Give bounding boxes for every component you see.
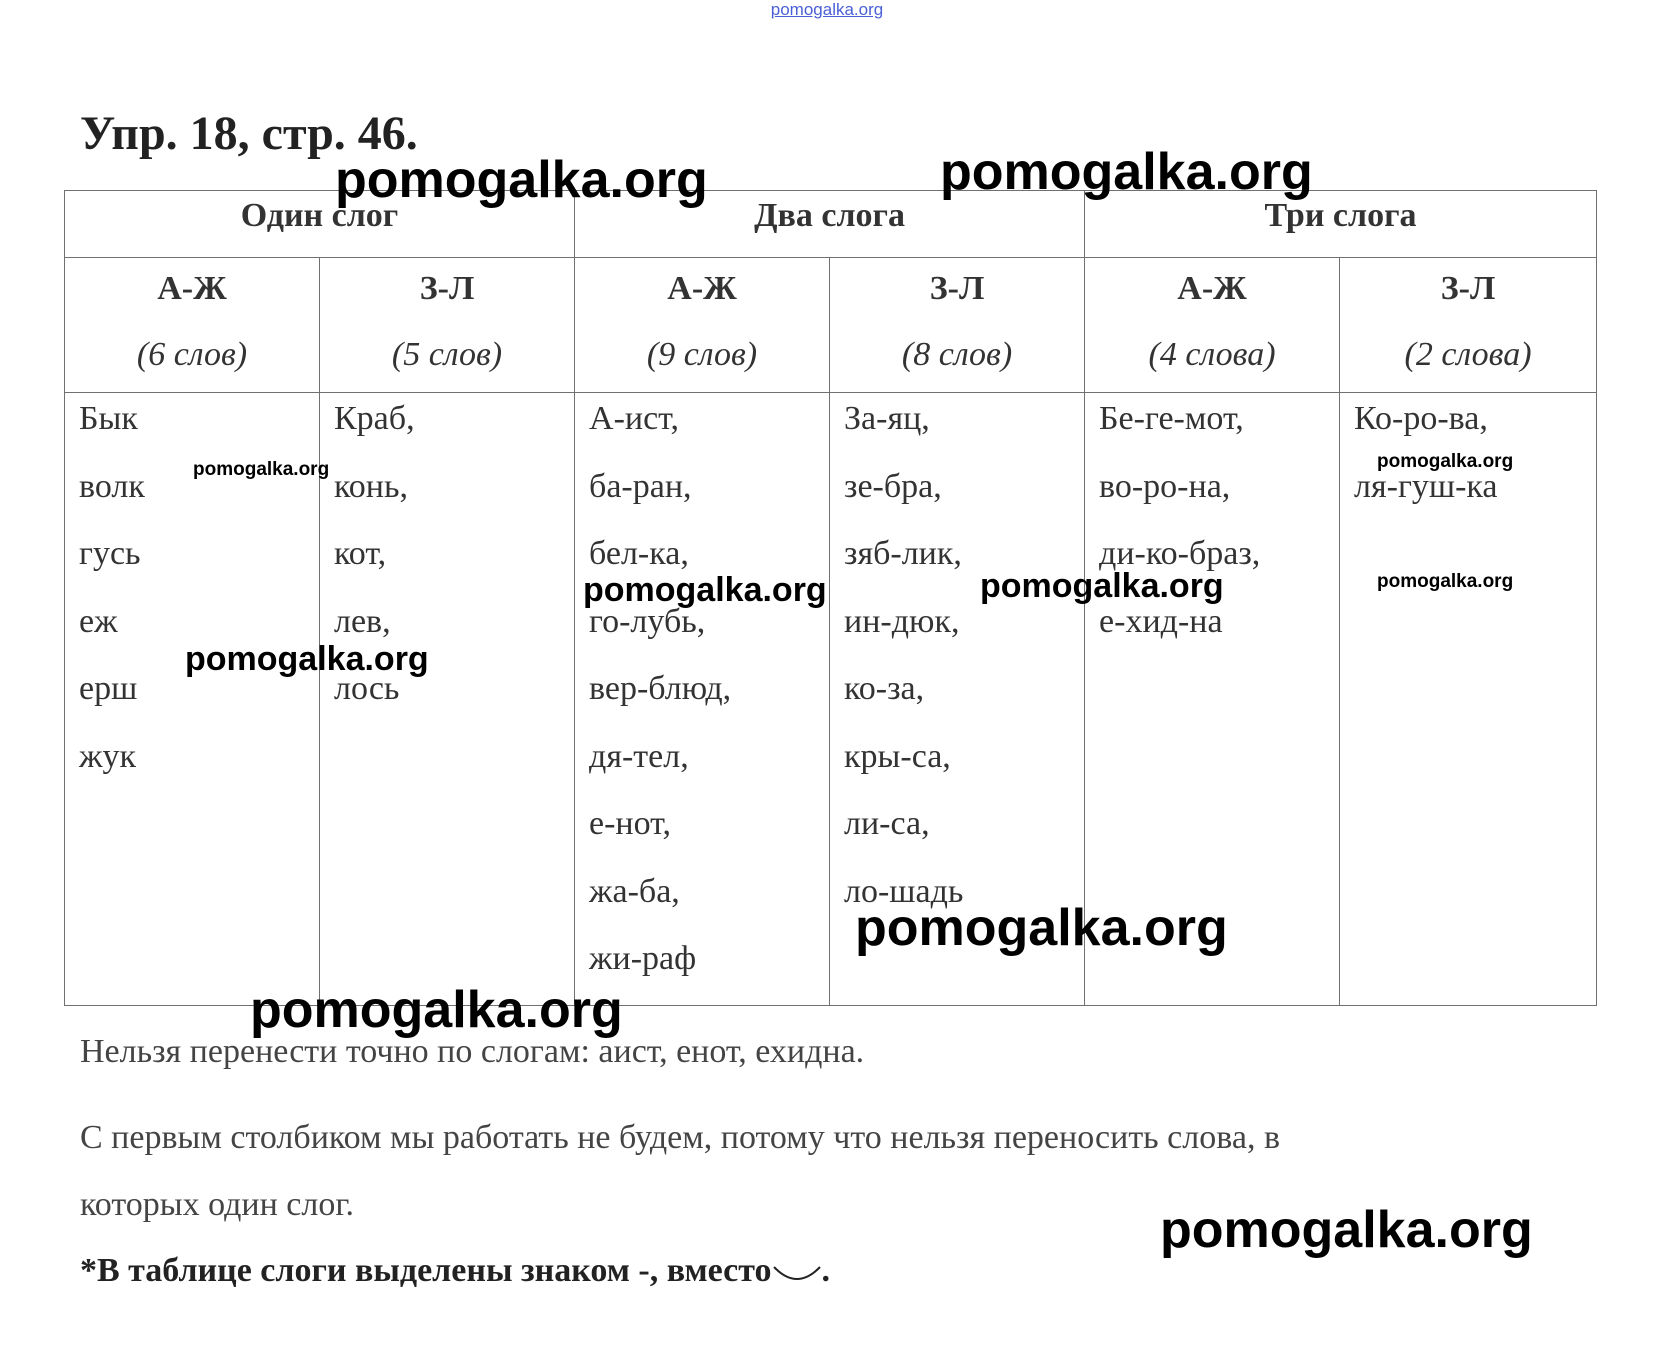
column-letters: А-Ж	[1177, 270, 1247, 307]
watermark: pomogalka.org	[1377, 451, 1514, 472]
column-header	[575, 258, 830, 393]
word-item: жа-ба,	[589, 872, 680, 910]
words-cell	[320, 393, 575, 1006]
column-letters: З-Л	[1440, 270, 1496, 307]
word-list	[1099, 393, 1339, 667]
column-header	[320, 258, 575, 393]
word-item: ин-дюк,	[844, 602, 960, 640]
word-item: кот,	[334, 535, 387, 572]
word-item: ли-са,	[844, 805, 930, 842]
word-list	[844, 393, 1084, 937]
word-item: кры-са,	[844, 737, 951, 775]
table-subheader-row	[65, 258, 1597, 393]
word-item: конь,	[334, 467, 408, 505]
column-word-count: (6 слов)	[136, 336, 248, 373]
column-word-count: (8 слов)	[901, 336, 1013, 373]
words-cell	[1340, 393, 1597, 1006]
syllable-arc-icon	[772, 1261, 822, 1285]
column-letters: А-Ж	[157, 270, 227, 307]
word-item: ля-гуш-ка	[1354, 467, 1498, 505]
table-group-header-row	[65, 191, 1597, 258]
word-list	[589, 393, 829, 1005]
word-item: гусь	[79, 535, 141, 572]
word-list	[334, 393, 574, 735]
word-item: жук	[79, 737, 137, 775]
word-item: За-яц,	[844, 400, 930, 437]
column-word-count: (2 слова)	[1404, 336, 1532, 373]
word-item: ко-за,	[844, 670, 925, 707]
watermark: pomogalka.org	[940, 143, 1313, 201]
word-item: е-нот,	[589, 805, 671, 842]
column-letters: З-Л	[929, 270, 985, 307]
watermark: pomogalka.org	[193, 459, 330, 480]
word-item: Краб,	[334, 400, 415, 437]
word-item: жи-раф	[589, 940, 697, 977]
word-item: дя-тел,	[589, 737, 689, 775]
word-item: еж	[79, 602, 118, 640]
words-cell	[65, 393, 320, 1006]
word-item: зе-бра,	[844, 467, 942, 505]
paragraph-cannot-hyphenate: Нельзя перенести точно по слогам: аист, енот, ехидна.	[80, 1033, 865, 1070]
column-word-count: (5 слов)	[391, 336, 503, 373]
word-item: волк	[79, 467, 145, 505]
word-item: лев,	[334, 602, 391, 640]
watermark: pomogalka.org	[335, 151, 708, 209]
word-item: Бык	[79, 400, 138, 437]
watermark: pomogalka.org	[1160, 1201, 1533, 1259]
word-item: лось	[334, 670, 400, 707]
column-header	[1340, 258, 1597, 393]
word-item: А-ист,	[589, 400, 679, 437]
group-header-two-syllables: Два слога	[575, 191, 1085, 258]
word-item: ба-ран,	[589, 467, 692, 505]
watermark: pomogalka.org	[855, 899, 1228, 957]
footnote-period: .	[821, 1252, 831, 1289]
word-item: Ко-ро-ва,	[1354, 400, 1488, 437]
table-words-row	[65, 393, 1597, 1006]
column-word-count: (9 слов)	[646, 336, 758, 373]
word-item: зяб-лик,	[844, 535, 962, 572]
footnote	[80, 1252, 830, 1290]
footnote-text: *В таблице слоги выделены знаком -, вместо	[80, 1252, 772, 1289]
group-header-three-syllables: Три слога	[1085, 191, 1597, 258]
word-item: ерш	[79, 670, 138, 707]
word-item: бел-ка,	[589, 535, 689, 572]
page-title: Упр. 18, стр. 46.	[80, 107, 418, 160]
word-item: во-ро-на,	[1099, 467, 1231, 505]
group-header-one-syllable: Один слог	[65, 191, 575, 258]
column-letters: А-Ж	[667, 270, 737, 307]
watermark: pomogalka.org	[583, 571, 827, 609]
column-word-count: (4 слова)	[1148, 336, 1276, 373]
word-item: ло-шадь	[844, 872, 964, 910]
source-url-link[interactable]: pomogalka.org	[770, 0, 884, 19]
watermark: pomogalka.org	[250, 981, 623, 1039]
word-item: вер-блюд,	[589, 670, 732, 707]
word-list	[79, 393, 319, 802]
column-header	[830, 258, 1085, 393]
column-header	[1085, 258, 1340, 393]
paragraph-first-column-line1: С первым столбиком мы работать не будем, потому что нельзя переносить слова, в	[80, 1119, 1280, 1156]
watermark: pomogalka.org	[1377, 571, 1514, 592]
column-header	[65, 258, 320, 393]
word-item: Бе-ге-мот,	[1099, 400, 1244, 437]
word-item: ди-ко-браз,	[1099, 535, 1261, 572]
column-letters: З-Л	[419, 270, 475, 307]
word-item: го-лубь,	[589, 602, 706, 640]
watermark: pomogalka.org	[980, 567, 1224, 605]
watermark: pomogalka.org	[185, 640, 429, 678]
paragraph-first-column-line2: которых один слог.	[80, 1186, 354, 1223]
syllables-table	[64, 190, 1597, 1006]
word-item: е-хид-на	[1099, 602, 1223, 640]
words-cell	[575, 393, 830, 1006]
